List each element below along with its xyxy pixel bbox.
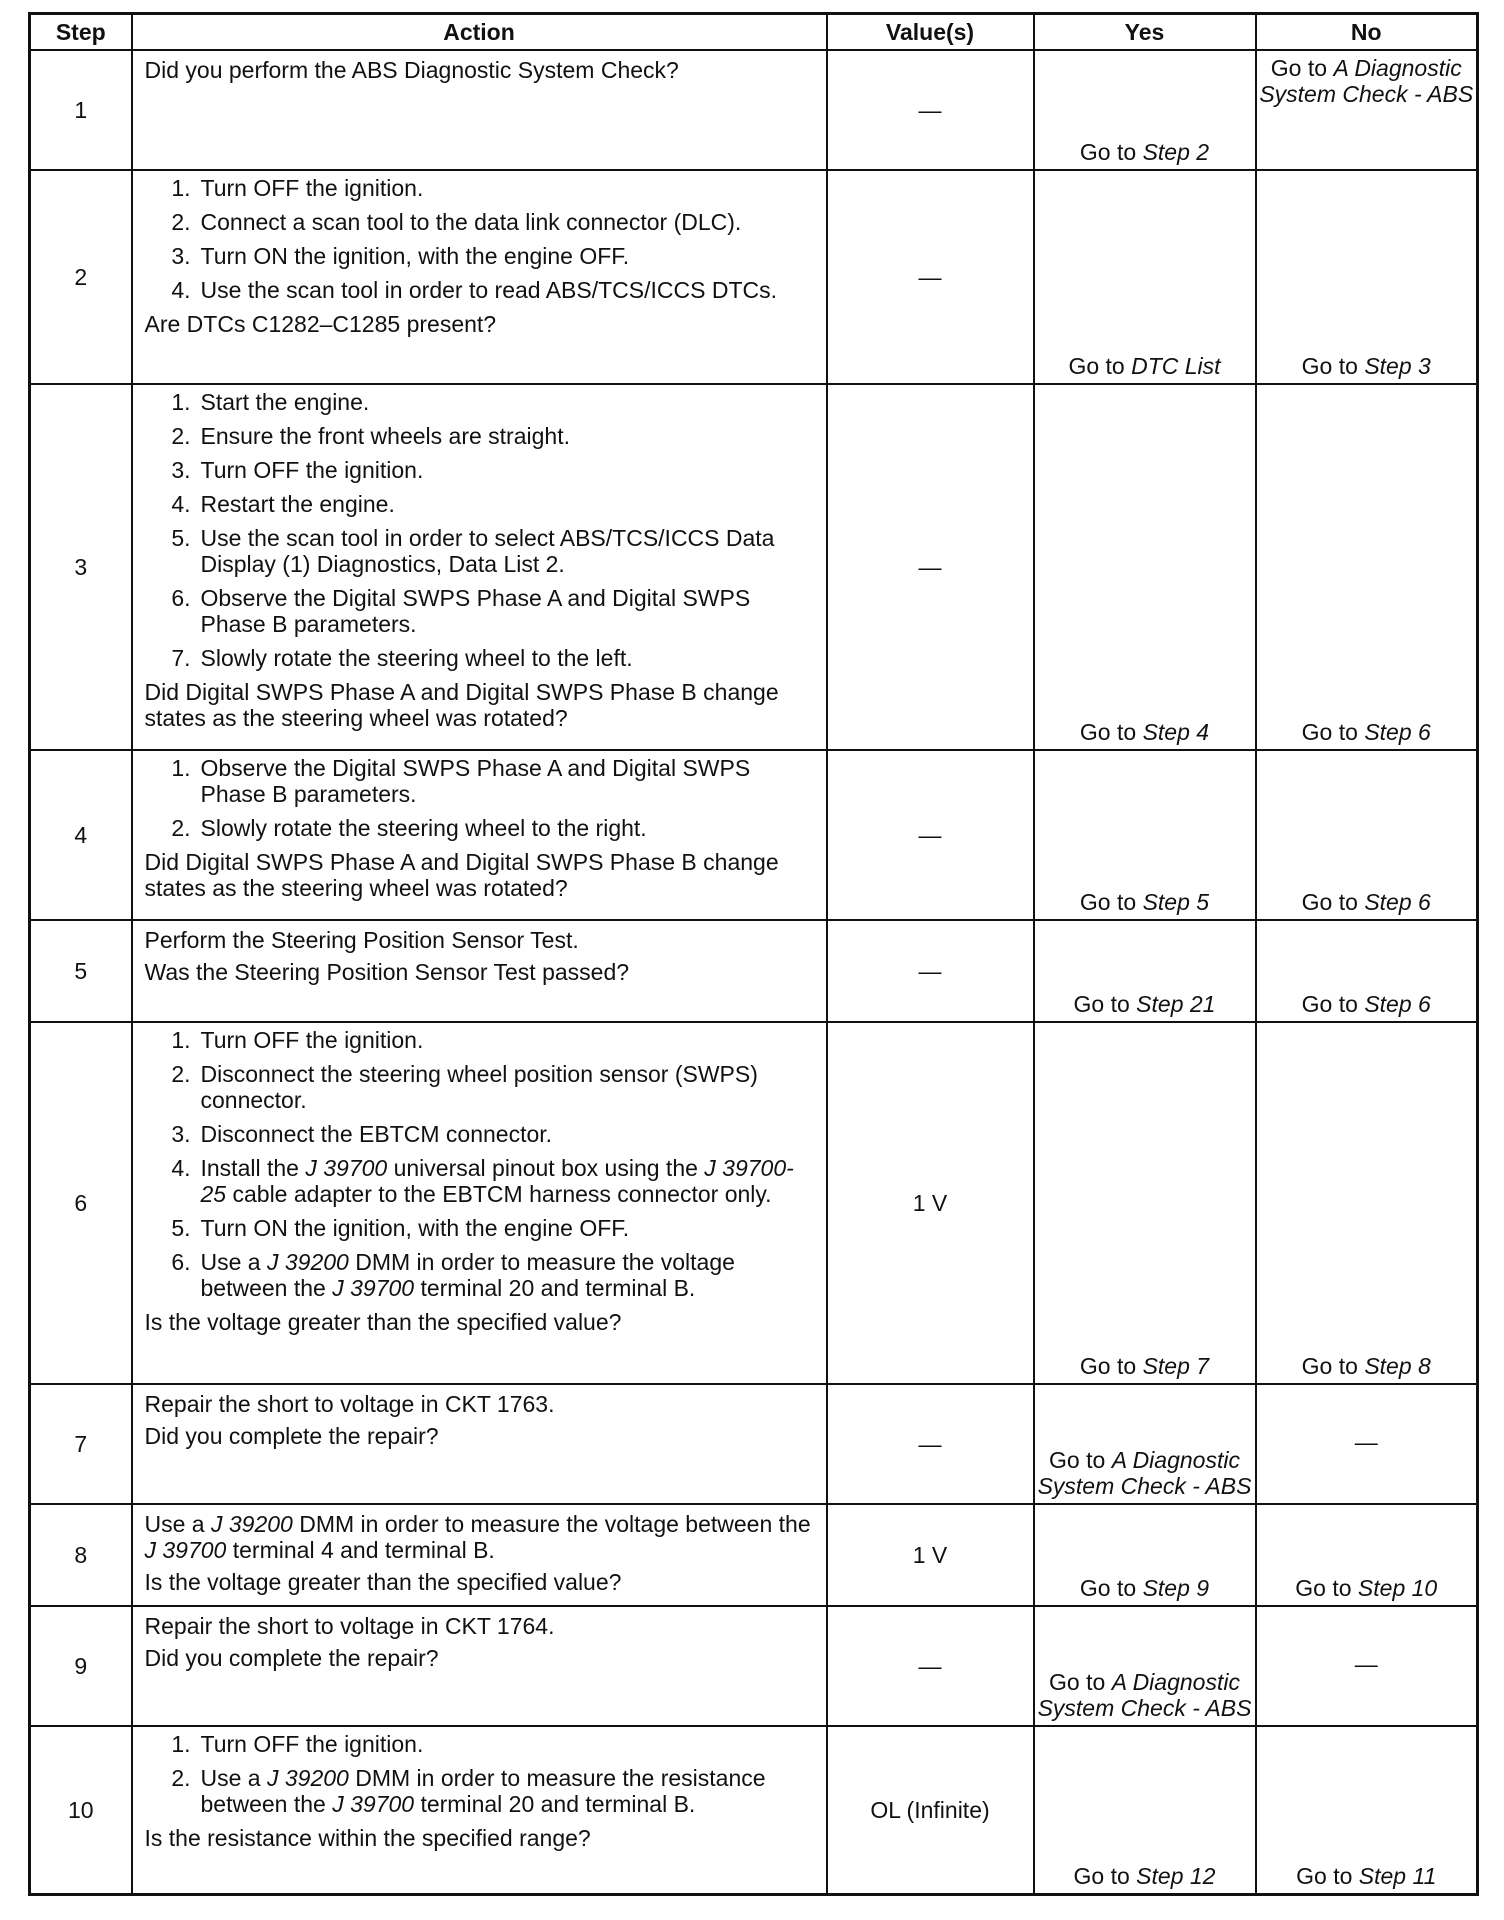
step-number: 5 xyxy=(30,920,132,1022)
list-item-text: Disconnect the EBTCM connector. xyxy=(200,1121,553,1147)
list-item xyxy=(145,1765,818,1817)
yes-cell xyxy=(1034,920,1256,1022)
no-cell xyxy=(1256,384,1478,750)
value-cell: 1 V xyxy=(827,1504,1034,1606)
action-cell xyxy=(132,50,827,170)
yes-cell xyxy=(1034,170,1256,384)
no-cell xyxy=(1256,750,1478,920)
yes-goto-prefix: Go to xyxy=(1079,1353,1143,1379)
list-item xyxy=(145,1027,818,1053)
yes-cell xyxy=(1034,50,1256,170)
yes-cell xyxy=(1034,1726,1256,1894)
no-goto-prefix: Go to xyxy=(1296,1862,1359,1889)
action-question: Is the voltage greater than the specified value? xyxy=(144,1569,622,1595)
step-number: 6 xyxy=(30,1022,132,1384)
no-cell xyxy=(1256,1726,1478,1894)
list-item-text: Turn OFF the ignition. xyxy=(200,1027,424,1053)
no-goto-prefix: Go to xyxy=(1301,889,1365,915)
list-item xyxy=(145,525,818,577)
diagnostic-table xyxy=(28,12,1479,1896)
action-cell xyxy=(132,750,827,920)
no-cell xyxy=(1256,1504,1478,1606)
action-cell xyxy=(132,920,827,1022)
yes-goto-link[interactable]: A Diagnostic System Check - ABS xyxy=(1037,1669,1252,1721)
table-row xyxy=(30,750,1478,920)
table-row xyxy=(30,1504,1478,1606)
yes-goto-prefix: Go to xyxy=(1049,1669,1112,1695)
header-action: Action xyxy=(132,14,827,51)
value-cell: 1 V xyxy=(827,1022,1034,1384)
no-goto-prefix: Go to xyxy=(1301,991,1365,1017)
list-item-text: Ensure the front wheels are straight. xyxy=(200,423,570,449)
tool-reference: J 39200 xyxy=(266,1249,349,1275)
list-item xyxy=(145,1215,818,1241)
yes-goto-link[interactable]: Step 4 xyxy=(1142,719,1210,745)
action-question: Are DTCs C1282–C1285 present? xyxy=(144,311,497,337)
table-row xyxy=(30,50,1478,170)
list-item-text: Turn OFF the ignition. xyxy=(200,457,424,483)
yes-goto-link[interactable]: A Diagnostic System Check - ABS xyxy=(1037,1447,1252,1499)
yes-goto-prefix: Go to xyxy=(1073,991,1137,1017)
list-item-number: 1. xyxy=(171,1731,191,1757)
list-item-text: Use a J 39200 DMM in order to measure the resistance between the J 39700 terminal 20 and terminal B. xyxy=(200,1765,766,1817)
table-row xyxy=(30,1022,1478,1384)
list-item xyxy=(145,491,818,517)
list-item-number: 5. xyxy=(171,1215,191,1241)
list-item-text: Install the J 39700 universal pinout box using the J 39700-25 cable adapter to the EBTCM harness connector only. xyxy=(200,1155,794,1207)
action-steps-list xyxy=(145,755,818,841)
no-cell xyxy=(1256,170,1478,384)
action-cell xyxy=(132,170,827,384)
yes-goto-prefix: Go to xyxy=(1049,1447,1112,1473)
list-item-number: 1. xyxy=(171,389,191,415)
no-goto-prefix: Go to xyxy=(1270,55,1334,81)
list-item xyxy=(145,815,818,841)
list-item xyxy=(145,243,818,269)
no-goto-link[interactable]: Step 8 xyxy=(1364,1353,1431,1379)
step-number: 8 xyxy=(30,1504,132,1606)
action-question: Is the resistance within the specified range? xyxy=(144,1825,591,1851)
list-item xyxy=(145,457,818,483)
tool-reference: J 39200 xyxy=(266,1765,349,1791)
yes-cell xyxy=(1034,1384,1256,1504)
list-item-text: Restart the engine. xyxy=(200,491,395,517)
action-text: Use a J 39200 DMM in order to measure the voltage between the J 39700 terminal 4 and terminal B. xyxy=(144,1511,811,1563)
yes-goto-link[interactable]: Step 2 xyxy=(1142,139,1210,165)
yes-cell xyxy=(1034,384,1256,750)
yes-cell xyxy=(1034,1606,1256,1726)
list-item-text: Observe the Digital SWPS Phase A and Digital SWPS Phase B parameters. xyxy=(200,585,751,637)
tool-reference: J 39200 xyxy=(210,1511,293,1537)
no-goto-prefix: Go to xyxy=(1301,1353,1365,1379)
list-item-text: Turn OFF the ignition. xyxy=(200,1731,424,1757)
no-cell xyxy=(1256,1606,1478,1726)
list-item-text: Slowly rotate the steering wheel to the left. xyxy=(200,645,633,671)
action-cell xyxy=(132,384,827,750)
value-cell: — xyxy=(827,384,1034,750)
no-goto-link[interactable]: Step 10 xyxy=(1357,1575,1438,1601)
list-item-text: Use the scan tool in order to select ABS/TCS/ICCS Data Display (1) Diagnostics, Data List 2. xyxy=(200,525,775,577)
table-row xyxy=(30,1606,1478,1726)
list-item-number: 5. xyxy=(171,525,191,551)
action-question: Is the voltage greater than the specified value? xyxy=(144,1309,622,1335)
header-no: No xyxy=(1256,14,1478,51)
tool-reference: J 39700-25 xyxy=(200,1155,794,1207)
no-goto-prefix: Go to xyxy=(1295,1575,1358,1601)
no-goto-link[interactable]: Step 6 xyxy=(1364,991,1431,1017)
yes-goto-prefix: Go to xyxy=(1079,719,1143,745)
list-item-number: 3. xyxy=(171,1121,191,1147)
list-item-text: Use a J 39200 DMM in order to measure the voltage between the J 39700 terminal 20 and terminal B. xyxy=(200,1249,735,1301)
list-item-number: 6. xyxy=(171,1249,191,1275)
action-question: Did you complete the repair? xyxy=(144,1423,439,1449)
value-cell: — xyxy=(827,1606,1034,1726)
tool-reference: J 39700 xyxy=(332,1275,415,1301)
list-item xyxy=(145,389,818,415)
list-item xyxy=(145,1155,818,1207)
list-item-number: 3. xyxy=(171,457,191,483)
table-header xyxy=(30,14,1478,51)
list-item-number: 6. xyxy=(171,585,191,611)
list-item-text: Turn OFF the ignition. xyxy=(200,175,424,201)
step-number: 1 xyxy=(30,50,132,170)
step-number: 10 xyxy=(30,1726,132,1894)
list-item xyxy=(145,423,818,449)
list-item-number: 7. xyxy=(171,645,191,671)
action-cell xyxy=(132,1606,827,1726)
list-item-text: Slowly rotate the steering wheel to the right. xyxy=(200,815,647,841)
step-number: 9 xyxy=(30,1606,132,1726)
table-row xyxy=(30,384,1478,750)
no-dash: — xyxy=(1354,1429,1378,1455)
list-item xyxy=(145,1249,818,1301)
no-cell xyxy=(1256,920,1478,1022)
yes-goto-prefix: Go to xyxy=(1073,1862,1137,1889)
yes-cell xyxy=(1034,1022,1256,1384)
list-item xyxy=(145,277,818,303)
step-number: 3 xyxy=(30,384,132,750)
action-question: Did Digital SWPS Phase A and Digital SWPS Phase B change states as the steering wheel was rotated? xyxy=(144,679,779,731)
yes-goto-prefix: Go to xyxy=(1079,889,1143,915)
header-step: Step xyxy=(30,14,132,51)
table-row xyxy=(30,170,1478,384)
yes-goto-link[interactable]: Step 5 xyxy=(1142,889,1210,915)
action-cell xyxy=(132,1384,827,1504)
list-item-number: 2. xyxy=(171,1765,191,1791)
no-goto-link[interactable]: Step 6 xyxy=(1364,889,1431,915)
list-item-number: 3. xyxy=(171,243,191,269)
value-cell: — xyxy=(827,170,1034,384)
yes-goto-link[interactable]: Step 21 xyxy=(1136,991,1216,1017)
no-goto-link[interactable]: A Diagnostic System Check - ABS xyxy=(1259,55,1474,107)
table-row xyxy=(30,920,1478,1022)
list-item xyxy=(145,1061,818,1113)
list-item xyxy=(145,1121,818,1147)
list-item-text: Observe the Digital SWPS Phase A and Digital SWPS Phase B parameters. xyxy=(200,755,751,807)
value-cell: — xyxy=(827,1384,1034,1504)
yes-cell xyxy=(1034,750,1256,920)
value-cell: — xyxy=(827,750,1034,920)
tool-reference: J 39700 xyxy=(305,1155,388,1181)
header-yes: Yes xyxy=(1034,14,1256,51)
list-item-text: Turn ON the ignition, with the engine OFF. xyxy=(200,243,630,269)
action-cell xyxy=(132,1504,827,1606)
list-item-number: 4. xyxy=(171,491,191,517)
list-item xyxy=(145,645,818,671)
yes-goto-link[interactable]: Step 9 xyxy=(1142,1575,1210,1601)
no-goto-link[interactable]: Step 11 xyxy=(1358,1862,1437,1889)
no-goto-prefix: Go to xyxy=(1301,719,1365,745)
yes-goto-prefix: Go to xyxy=(1079,1575,1143,1601)
table-body xyxy=(30,50,1478,1894)
no-dash: — xyxy=(1354,1651,1378,1677)
tool-reference: J 39700 xyxy=(144,1537,227,1563)
action-steps-list xyxy=(145,175,818,303)
step-number: 4 xyxy=(30,750,132,920)
action-text: Perform the Steering Position Sensor Test. xyxy=(144,927,579,953)
action-steps-list xyxy=(145,389,818,671)
list-item xyxy=(145,755,818,807)
list-item-number: 4. xyxy=(171,1155,191,1181)
no-goto-prefix: Go to xyxy=(1301,353,1365,379)
list-item-number: 1. xyxy=(171,755,191,781)
list-item-text: Connect a scan tool to the data link connector (DLC). xyxy=(200,209,742,235)
tool-reference: J 39700 xyxy=(332,1791,415,1817)
value-cell: OL (Infinite) xyxy=(827,1726,1034,1894)
action-cell xyxy=(132,1022,827,1384)
step-number: 2 xyxy=(30,170,132,384)
list-item-text: Use the scan tool in order to read ABS/TCS/ICCS DTCs. xyxy=(200,277,778,303)
list-item-text: Start the engine. xyxy=(200,389,370,415)
action-steps-list xyxy=(145,1731,818,1817)
list-item-text: Disconnect the steering wheel position sensor (SWPS) connector. xyxy=(200,1061,758,1113)
action-question: Was the Steering Position Sensor Test passed? xyxy=(144,959,630,985)
list-item xyxy=(145,175,818,201)
list-item-number: 2. xyxy=(171,1061,191,1087)
yes-goto-prefix: Go to xyxy=(1079,139,1143,165)
list-item-number: 2. xyxy=(171,209,191,235)
list-item-text: Turn ON the ignition, with the engine OFF. xyxy=(200,1215,630,1241)
list-item xyxy=(145,1731,818,1757)
yes-goto-prefix: Go to xyxy=(1068,353,1132,379)
list-item-number: 2. xyxy=(171,423,191,449)
list-item-number: 2. xyxy=(171,815,191,841)
list-item-number: 1. xyxy=(171,1027,191,1053)
action-question: Did you complete the repair? xyxy=(144,1645,439,1671)
list-item xyxy=(145,585,818,637)
table-row xyxy=(30,1384,1478,1504)
list-item-number: 4. xyxy=(171,277,191,303)
yes-goto-link[interactable]: Step 7 xyxy=(1142,1353,1210,1379)
no-cell xyxy=(1256,1022,1478,1384)
value-cell: — xyxy=(827,50,1034,170)
no-goto-link[interactable]: Step 3 xyxy=(1364,353,1431,379)
list-item-number: 1. xyxy=(171,175,191,201)
value-cell: — xyxy=(827,920,1034,1022)
yes-goto-link[interactable]: DTC List xyxy=(1131,353,1221,379)
list-item xyxy=(145,209,818,235)
no-cell xyxy=(1256,50,1478,170)
yes-cell xyxy=(1034,1504,1256,1606)
step-number: 7 xyxy=(30,1384,132,1504)
header-values: Value(s) xyxy=(827,14,1034,51)
action-text: Repair the short to voltage in CKT 1764. xyxy=(144,1613,555,1639)
action-text: Repair the short to voltage in CKT 1763. xyxy=(144,1391,555,1417)
action-steps-list xyxy=(145,1027,818,1301)
table-row xyxy=(30,1726,1478,1894)
action-question: Did Digital SWPS Phase A and Digital SWPS Phase B change states as the steering wheel was rotated? xyxy=(144,849,779,901)
action-cell xyxy=(132,1726,827,1894)
no-goto-link[interactable]: Step 6 xyxy=(1364,719,1431,745)
action-text: Did you perform the ABS Diagnostic System Check? xyxy=(144,57,679,83)
no-cell xyxy=(1256,1384,1478,1504)
yes-goto-link[interactable]: Step 12 xyxy=(1136,1862,1216,1889)
